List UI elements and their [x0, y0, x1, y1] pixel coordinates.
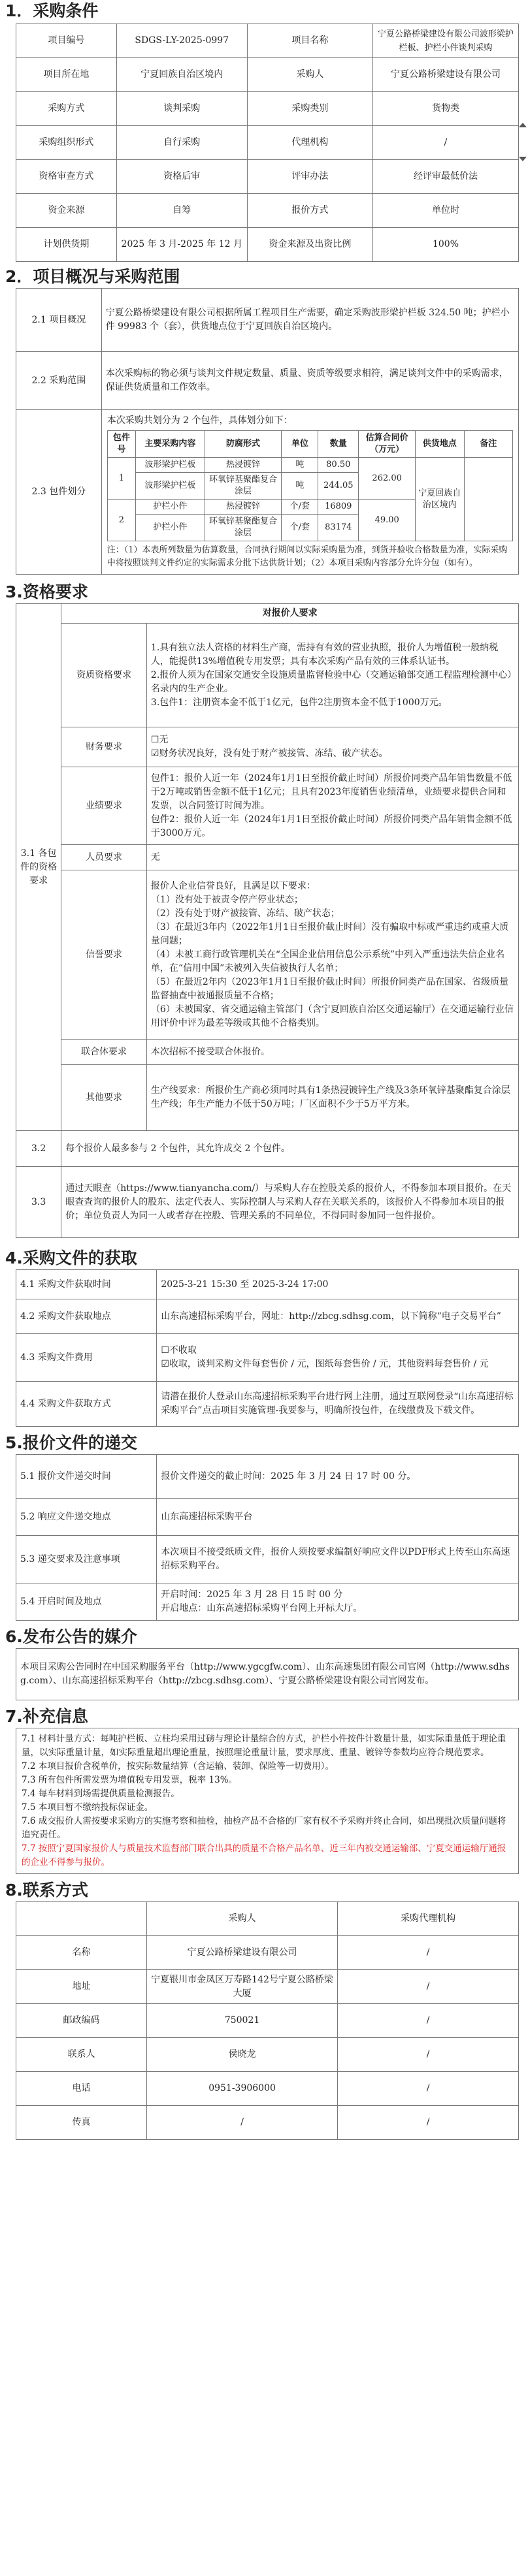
section-title: 4.采购文件的获取 [5, 1248, 137, 1267]
table-row [16, 194, 519, 228]
field-value: / [338, 2004, 519, 2038]
field-value: / [338, 2038, 519, 2072]
field-label: 采购方式 [16, 92, 117, 126]
requirement-label: 信誉要求 [61, 870, 147, 1040]
field-label: 项目所在地 [16, 58, 117, 92]
field-label: 传真 [16, 2106, 147, 2140]
section-7 [0, 1706, 528, 1874]
table-row [16, 1270, 519, 1299]
section-6 [0, 1626, 528, 1700]
supplement-table [16, 1728, 519, 1874]
section-1 [0, 0, 528, 262]
package-header-cell: 估算合同价（万元） [359, 431, 416, 458]
field-value: 100% [372, 228, 518, 262]
requirement-label: 其他要求 [61, 1065, 147, 1131]
section-title: 1．采购条件 [5, 1, 99, 20]
field-value: 宁夏银川市金凤区万寿路142号宁夏公路桥梁大厦 [146, 1970, 337, 2004]
field-value: 资格后审 [116, 160, 247, 194]
field-value: / [372, 126, 518, 160]
table-row [16, 58, 519, 92]
field-value: / [338, 2072, 519, 2106]
section-2 [0, 266, 528, 575]
requirement-value: 报价人企业信誉良好，且满足以下要求： （1）没有处于被责令停产停业状态； （2）没有处于财产被接管、冻结、破产状态； （3）在最近3年内（2022年1月1日至报价截止时间）没有骗取中标或严重违约或重大质量问题； （4）未被工商行政管理机关在“全国企业信用信息公示系统”中列入严重违法失信企业名单，在“信用中国”未被列入失信被执行人名单； （5）在最近2年内（2023年1月1日至报价截止时间）所报价同类产品在国家、省级质量监督抽查中被通报质量不合格； （6）未被国家、省交通运输主管部门（含宁夏回族自治区交通运输厅）在交通运输行业信用评价中评为最差等级或其他不合格类别。 [146, 870, 518, 1040]
table-row [16, 1040, 519, 1065]
field-label: 计划供货期 [16, 228, 117, 262]
row-label: 2.3 包件划分 [16, 410, 102, 575]
cell: 吨 [282, 473, 318, 500]
table-row [16, 1936, 519, 1970]
field-label: 报价方式 [247, 194, 372, 228]
requirement-value: 无 [146, 845, 518, 870]
section-title: 3.资格要求 [5, 582, 88, 601]
field-value: 2025-3-21 15:30 至 2025-3-24 17:00 [157, 1270, 519, 1299]
row-value: 宁夏公路桥梁建设有限公司根据所属工程项目生产需要，确定采购波形梁护栏板 324.50 吨；护栏小件 99983 个（套），供货地点位于宁夏回族自治区境内。 [101, 289, 518, 352]
table-row [16, 604, 519, 624]
table-row [16, 126, 519, 160]
qualification-table [16, 603, 519, 1238]
field-value: / [338, 1936, 519, 1970]
field-value: SDGS-LY-2025-0997 [116, 24, 247, 58]
field-label: 4.2 采购文件获取地点 [16, 1299, 157, 1334]
table-row [16, 845, 519, 870]
field-label: 名称 [16, 1936, 147, 1970]
field-value: 自行采购 [116, 126, 247, 160]
bid-submission-table [16, 1454, 519, 1621]
field-label: 4.4 采购文件获取方式 [16, 1382, 157, 1427]
package-no: 2 [107, 500, 135, 541]
field-label: 5.2 响应文件递交地点 [16, 1499, 157, 1536]
field-value: 2025 年 3 月-2025 年 12 月 [116, 228, 247, 262]
row-label: 2.2 采购范围 [16, 352, 102, 410]
cell: 262.00 [359, 458, 416, 500]
package-header-cell: 数量 [318, 431, 359, 458]
field-label: 电话 [16, 2072, 147, 2106]
field-value: 请潜在报价人登录山东高速招标采购平台进行网上注册，通过互联网登录“山东高速招标采购平台”点击项目实施管理-我要参与，明确所投包件，在线缴费及下载文件。 [157, 1382, 519, 1427]
cell: 环氧锌基聚酯复合涂层 [205, 473, 282, 500]
table-row [16, 727, 519, 767]
table-row [16, 2038, 519, 2072]
field-label: 资格审查方式 [16, 160, 117, 194]
section-title: 7.补充信息 [5, 1707, 88, 1726]
project-overview-table [16, 288, 519, 575]
table-row [16, 1536, 519, 1583]
cell: 244.05 [318, 473, 359, 500]
requirement-label: 人员要求 [61, 845, 147, 870]
cell: 波形梁护栏板 [136, 473, 205, 500]
requirement-label: 联合体要求 [61, 1040, 147, 1065]
field-label: 联系人 [16, 2038, 147, 2072]
field-label: 采购组织形式 [16, 126, 117, 160]
field-value: 山东高速招标采购平台 [157, 1499, 519, 1536]
package-header-cell: 主要采购内容 [136, 431, 205, 458]
requirement-value: 包件1：报价人近一年（2024年1月1日至报价截止时间）所报价同类产品年销售数量不低于2万吨或销售金额不低于1亿元；且具有2023年度销售业绩清单，业绩要求提供合同和发票，以合同签订时间为准。 包件2：报价人近一年（2024年1月1日至报价截止时间）所报价同类产品年销售金额不低于3000万元。 [146, 767, 518, 845]
supplement-item: 7.2 本项目报价含税单价，按实际数量结算（含运输、装卸、保险等一切费用）。 [22, 1761, 335, 1772]
table-row [16, 1382, 519, 1427]
row-value: 本次采购标的物必须与谈判文件规定数量、质量、资质等级要求相符，满足谈判文件中的采购需求，保证供货质量和工作效率。 [101, 352, 518, 410]
field-value: 本次项目不接受纸质文件，报价人须按要求编制好响应文件以PDF形式上传至山东高速招标采购平台。 [157, 1536, 519, 1583]
table-row [16, 228, 519, 262]
field-value: / [338, 1970, 519, 2004]
package-intro: 本次采购共划分为 2 个包件，具体划分如下： [107, 415, 293, 426]
table-row [16, 2072, 519, 2106]
package-table [107, 430, 513, 541]
table-row [16, 1499, 519, 1536]
row-label: 3.3 [16, 1167, 61, 1238]
section-5 [0, 1432, 528, 1621]
field-label: 采购人 [247, 58, 372, 92]
table-row [16, 1455, 519, 1499]
field-label: 地址 [16, 1970, 147, 2004]
table-row [16, 1065, 519, 1131]
col-header: 采购人 [146, 1902, 337, 1936]
table-row [16, 24, 519, 58]
package-no: 1 [107, 458, 135, 500]
section-title: 8.联系方式 [5, 1881, 88, 1900]
table-row [16, 2004, 519, 2038]
field-value: ☐不收取 ☑收取，谈判采购文件每套售价 / 元，图纸每套售价 / 元，其他资料每套售价 / 元 [157, 1334, 519, 1382]
field-value: 侯晓龙 [146, 2038, 337, 2072]
field-value: 单位时 [372, 194, 518, 228]
section-label: 3.1 各包件的资格要求 [16, 604, 61, 1131]
cell: 环氧锌基聚酯复合涂层 [205, 515, 282, 541]
supplement-item: 7.3 所有包件所需发票为增值税专用发票，税率 13%。 [22, 1775, 238, 1785]
col-header: 采购代理机构 [338, 1902, 519, 1936]
field-value: 宁夏回族自治区境内 [116, 58, 247, 92]
table-row [16, 870, 519, 1040]
blank-cell [16, 1902, 147, 1936]
requirement-value: 本次招标不接受联合体报价。 [146, 1040, 518, 1065]
cell: 16809 [318, 500, 359, 515]
supplement-item: 7.5 本项目暂不缴纳投标保证金。 [22, 1802, 154, 1813]
section-4 [0, 1247, 528, 1427]
field-value: 自筹 [116, 194, 247, 228]
media-table [16, 1648, 519, 1700]
field-value: 山东高速招标采购平台，网址：http://zbcg.sdhsg.com，以下简称“电子交易平台” [157, 1299, 519, 1334]
table-row [16, 2106, 519, 2140]
field-value: 宁夏公路桥梁建设有限公司 [372, 58, 518, 92]
cell: 宁夏回族自治区境内 [416, 458, 464, 541]
field-label: 4.1 采购文件获取时间 [16, 1270, 157, 1299]
field-label: 项目编号 [16, 24, 117, 58]
field-value: 货物类 [372, 92, 518, 126]
table-row [16, 767, 519, 845]
contact-table [16, 1901, 519, 2140]
field-label: 采购类别 [247, 92, 372, 126]
field-value: 750021 [146, 2004, 337, 2038]
cell: 个/套 [282, 500, 318, 515]
field-label: 5.1 报价文件递交时间 [16, 1455, 157, 1499]
field-label: 代理机构 [247, 126, 372, 160]
package-header-cell: 包件号 [107, 431, 135, 458]
table-row [16, 1334, 519, 1382]
field-label: 项目名称 [247, 24, 372, 58]
table-header: 对报价人要求 [61, 604, 519, 624]
field-label: 邮政编码 [16, 2004, 147, 2038]
table-row [16, 1583, 519, 1621]
cell: 80.50 [318, 458, 359, 473]
requirement-label: 资质资格要求 [61, 624, 147, 727]
field-label: 资金来源及出资比例 [247, 228, 372, 262]
requirement-value: 1.具有独立法人资格的材料生产商，需持有有效的营业执照，报价人为增值税一般纳税人，能提供13%增值税专用发票；具有本次采购产品有效的三体系认证书。 2.报价人须为在国家交通安全设施质量监督检验中心（交通运输部交通工程监理检测中心）名录内的生产企业。 3.包件1：注册资本金不低于1亿元，包件2注册资本金不低于1000万元。 [146, 624, 518, 727]
supplement-item: 7.6 成交报价人需按要求采购方的实施考察和抽检，抽检产品不合格的厂家有权不予采购并终止合同，如出现批次质量问题将追究责任。 [22, 1816, 506, 1840]
package-header-cell: 备注 [464, 431, 512, 458]
requirement-value: 生产线要求：所报价生产商必须同时具有1条热浸镀锌生产线及3条环氧锌基聚酯复合涂层生产线；年生产能力不低于50万吨；厂区面积不少于5万平方米。 [146, 1065, 518, 1131]
table-row [16, 1970, 519, 2004]
cell: 护栏小件 [136, 515, 205, 541]
cell: 83174 [318, 515, 359, 541]
supplement-item: 7.1 材料计量方式：每吨护栏板、立柱均采用过磅与理论计量综合的方式，护栏小件按件计数量计量，如实际重量低于理论重量，以实际重量计量，如实际重量超出理论重量，按照理论重量计量，要求厚度、重量、镀锌等参数均应符合规范要求。 [22, 1734, 506, 1758]
media-text: 本项目采购公告同时在中国采购服务平台（http://www.ygcgfw.com）、山东高速集团有限公司官网（http://www.sdhsg.com）、山东高速招标采购平台（http://zbcg.sdhsg.com）、宁夏公路桥梁建设有限公司官网发布。 [16, 1649, 519, 1700]
table-row [16, 1167, 519, 1238]
cell: 热浸镀锌 [205, 458, 282, 473]
cell: 个/套 [282, 515, 318, 541]
field-value: 谈判采购 [116, 92, 247, 126]
table-row [16, 160, 519, 194]
section-3 [0, 581, 528, 1238]
field-label: 4.3 采购文件费用 [16, 1334, 157, 1382]
field-value: 报价文件递交的截止时间：2025 年 3 月 24 日 17 时 00 分。 [157, 1455, 519, 1499]
field-value: 经评审最低价法 [372, 160, 518, 194]
procurement-conditions-table [16, 24, 519, 262]
field-value: / [146, 2106, 337, 2140]
package-header-cell: 单位 [282, 431, 318, 458]
requirement-label: 业绩要求 [61, 767, 147, 845]
row-value: 通过天眼查（https://www.tianyancha.com/）与采购人存在控股关系的报价人，不得参加本项目报价。在天眼查查询的报价人的股东、法定代表人、实际控制人与采购人存在关联关系的，该报价人不得参加本项目的报价；单位负责人为同一人或者存在控股、管理关系的不同单位，不得同时参加同一包件报价。 [61, 1167, 519, 1238]
cell [464, 458, 512, 541]
requirement-label: 财务要求 [61, 727, 147, 767]
supplement-item: 7.4 每车材料到场需提供质量检测报告。 [22, 1789, 180, 1799]
section-title: 5.报价文件的递交 [5, 1433, 137, 1452]
cell: 49.00 [359, 500, 416, 541]
field-value: / [338, 2106, 519, 2140]
supplement-item: 7.7 按照宁夏国家报价人与质量技术监督部门联合出具的质量不合格产品名单、近三年内被交通运输部、宁夏交通运输厅通报的企业不得参与报价。 [22, 1843, 506, 1868]
field-label: 资金来源 [16, 194, 117, 228]
field-value: 宁夏公路桥梁建设有限公司波形梁护栏板、护栏小件谈判采购 [372, 24, 518, 58]
cell: 护栏小件 [136, 500, 205, 515]
table-row [16, 1131, 519, 1167]
section-title: 2．项目概况与采购范围 [5, 267, 180, 286]
cell: 吨 [282, 458, 318, 473]
scroll-up-icon[interactable] [519, 123, 527, 127]
table-row [16, 624, 519, 727]
field-label: 5.3 递交要求及注意事项 [16, 1536, 157, 1583]
cell: 波形梁护栏板 [136, 458, 205, 473]
field-value: 0951-3906000 [146, 2072, 337, 2106]
package-note: 注：（1）本表所列数量为估算数量，合同执行期间以实际采购量为准，到货并验收合格数量为准，实际采购中将按照谈判文件约定的实际需求分批下达供货计划；（2）本项目采购内容部分允许分包（如有）。 [107, 545, 508, 568]
cell: 热浸镀锌 [205, 500, 282, 515]
row-value: 每个报价人最多参与 2 个包件，其允许成交 2 个包件。 [61, 1131, 519, 1167]
row-label: 3.2 [16, 1131, 61, 1167]
field-label: 5.4 开启时间及地点 [16, 1583, 157, 1621]
document-acquisition-table [16, 1269, 519, 1427]
section-title: 6.发布公告的媒介 [5, 1627, 137, 1646]
table-row [16, 1299, 519, 1334]
field-value: 开启时间：2025 年 3 月 28 日 15 时 00 分 开启地点：山东高速招标采购平台网上开标大厅。 [157, 1583, 519, 1621]
package-header-cell: 防腐形式 [205, 431, 282, 458]
row-label: 2.1 项目概况 [16, 289, 102, 352]
package-header-cell: 供货地点 [416, 431, 464, 458]
field-label: 评审办法 [247, 160, 372, 194]
requirement-value: ☐无 ☑财务状况良好，没有处于财产被接管、冻结、破产状态。 [146, 727, 518, 767]
scroll-down-icon[interactable] [519, 157, 527, 161]
table-row [16, 92, 519, 126]
section-8 [0, 1879, 528, 2140]
field-value: 宁夏公路桥梁建设有限公司 [146, 1936, 337, 1970]
